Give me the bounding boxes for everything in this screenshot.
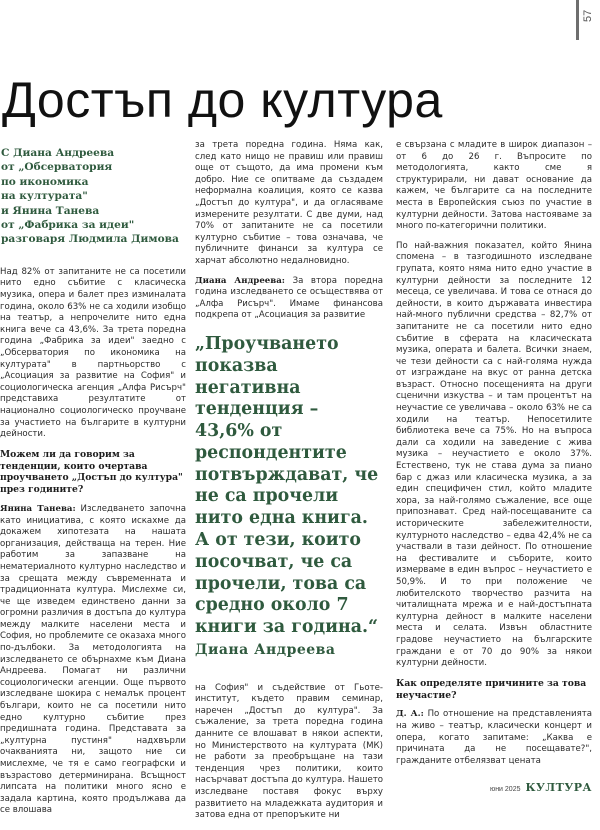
answer-paragraph <box>396 709 592 767</box>
page-number-rule <box>576 0 579 40</box>
credit-line: на културата" <box>1 190 88 203</box>
credit-line: от „Обсерватория <box>1 161 113 174</box>
credit-line: разговаря Людмила Димова <box>1 233 179 246</box>
answer-text: За втора поредна година изследването се осъществява от „Алфа Рисърч". Имаме финансова подкрепа от „Асоциация за развитие <box>195 275 384 321</box>
continuation-paragraph: за трета поредна година. Няма как, след като нищо не правиш или правиш още от същото, да има промени към добро. Ние се опитваме да създадем неформална коалиция, която се казва „Достъп до култура", и да огласяваме измерените резултати. С две думи, над 70% от запитаните не са посетили културно събитие – това означава, че публичните финанси за култура се харчат абсолютно недалновидно. <box>195 140 383 266</box>
headline: Достъп до култура <box>2 72 443 128</box>
continuation-paragraph: на София" и съдействие от Гьоте-институт, където правим семинар, наречен „Достъп до култура". За съжаление, за трета поредна година данните се влошават в някои аспекти, но Министерството на културата (МК) не работи за преобръщане на тази тенденция чрез политики, които насърчават достъпа до култура. Нашето изследване поставя фокус върху развитието на младежката аудитория и затова една от препоръките ни <box>195 682 383 821</box>
pull-quote: „Проучването показва негативна тенденция – 43,6% от респондентите потвърждават, че не са прочели нито една книга. А от тези, които посочват, че са прочели, това са средно около 7 книги за година.“ <box>195 333 379 638</box>
column-1 <box>0 140 186 825</box>
page-number: 57 <box>582 9 594 22</box>
speaker-name: Диана Андреева: <box>195 275 285 286</box>
page-footer <box>490 781 592 794</box>
speaker-name: Д. А.: <box>396 709 424 720</box>
answer-paragraph <box>0 504 186 817</box>
answer-text: По отношение на представленията на живо – театър, класически концерт и опера, когато запитаме: „Каква е причината да не посещавате?", гражданите отбелязват цената <box>396 709 593 766</box>
credit-line: от „Фабрика за идеи" <box>1 219 135 232</box>
continuation-paragraph: е свързана с младите в широк диапазон – от 6 до 26 г. Въпросите по методологията, както сме я структурирали, ни дават основание да кажем, че българите са на последните места в Европейския съюз по участие в културни дейности. Затова настояваме за много по-категорични политики. <box>396 140 592 232</box>
speaker-name: Янина Танева: <box>0 503 76 514</box>
pull-quote-author: Диана Андреева <box>195 642 336 659</box>
credit-line: С Диана Андреева <box>1 147 115 159</box>
author-credits <box>1 146 186 247</box>
body-paragraph: По най-важния показател, който Янина спомена – в тазгодишното изследване групата, която няма нито едно участие в културни дейности за последните 12 месеца, се увеличава. И това се отнася до дейности, в които държавата инвестира най-много публични средства – 82,7% от запитаните не са посетили нито едно събитие в сферата на класическата музика, операта и балета. Всички знаем, че тези дейности са с най-голяма нужда от изграждане на вкус от ранна детска възраст. Относно посещенията на други сценични изкуства – и там процентът на неучастие се увеличава – около 63% не са ходили на театър. Непосетилите библиотека вече са 75%. Но на въпроса дали са ходили на заведение с жива музика – неучастието е около 37%. Естествено, тук не става дума за пиано бар с джаз или класическа музика, а за един специфичен стил, който младите хора, за най-голямо съжаление, все още припознават. Сред най-посещаваните са историческите забележителности, културното наследство – едва 42,4% не са участвали в тази дейност. По отношение на фестивалите и съборите, които измерваме в един въпрос – неучастието е 50,9%. И то при положение че любителското творчество разчита на читалищната мрежа и е най-достъпната културна дейност в малките населени места и селата. Извън областните градове неучастието на българските граждани е от 70 до 90% за някои културни дейности. <box>396 240 592 669</box>
magazine-brand: КУЛТУРА <box>525 781 592 794</box>
intro-paragraph: Над 82% от запитаните не са посетили нито едно събитие с класическа музика, опера и балет през изминалата година, около 63% не са ходили изобщо на театър, а непрочелите нито една книга вече са 43,6%. За трета поредна година „Фабрика за идеи" заедно с „Обсерватория по икономика на културата" в партньорство с „Асоциация за развитие на София" и социологическа агенция „Алфа Рисърч" представиха резултатите от национално социологическо проучване за участието на българите в културни дейности. <box>0 266 186 440</box>
credit-line: по икономика <box>1 175 89 188</box>
column-3 <box>396 140 592 775</box>
answer-text: Изследването започна като инициатива, с която искахме да докажем хипотезата на нашата организация, действаща на терен. Ние работим за запазване на нематериалното културно наследство и за срещата между съвременната и традиционната култура. Мислехме си, че ще изведем единствено данни за огромни различия в достъпа до култура между малките населени места и София, но проблемите се оказаха много по-дълбоки. За методологията на изследването се обърнахме към Диана Андреева. Помагат ни различни социологически агенции. Още първото изследване шокира с немалък процент българи, които не са посетили нито едно културно събитие през предишната година. Представата за „културна пустиня" надхвърли очакванията ни, защото ние си мислехме, че тя е само географски и възрастово детерминирана. Всъщност липсата на политики много ясно е задала картина, която продължава да се влошава <box>0 503 186 816</box>
credit-line: и Янина Танева <box>1 204 100 217</box>
answer-paragraph <box>195 276 383 322</box>
interview-question: Как определяте причините за това неучастие? <box>396 677 587 701</box>
column-2 <box>195 140 383 830</box>
interview-question: Можем ли да говорим за тенденции, които очертава проучването „Достъп до култура" през годините? <box>0 448 183 496</box>
issue-date: юни 2025 <box>489 786 521 793</box>
